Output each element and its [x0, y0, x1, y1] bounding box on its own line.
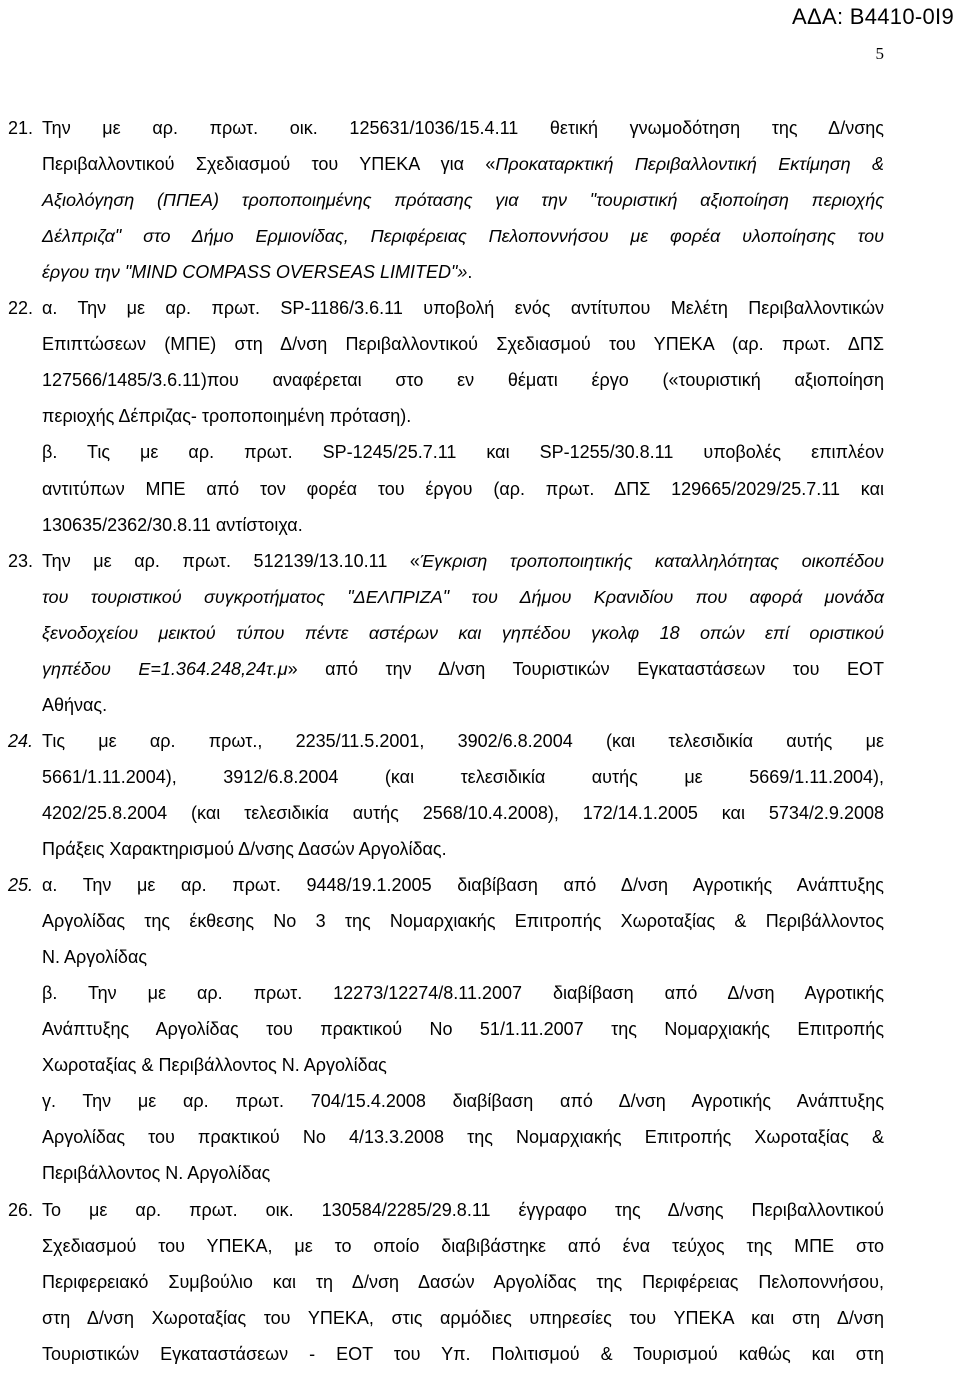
line-text: [42, 691, 107, 719]
line-text: [42, 1304, 884, 1332]
line-text: [42, 1051, 387, 1079]
text-segment: 130635/2362/30.8.11 αντίστοιχα.: [42, 514, 303, 535]
text-segment: Την με αρ. πρωτ. οικ. 125631/1036/15.4.11 θετική γνωμοδότηση της Δ/νσης: [42, 118, 884, 138]
text-line: [0, 763, 960, 791]
text-line: [0, 799, 960, 827]
text-line: [0, 366, 960, 394]
text-line: [0, 1268, 960, 1296]
line-text: [42, 150, 884, 178]
text-segment: Πράξεις Χαρακτηρισμού Δ/νσης Δασών Αργολίδας.: [42, 839, 447, 859]
text-line: [0, 1123, 960, 1151]
text-line: [0, 583, 960, 611]
line-text: [42, 943, 147, 971]
line-text: [42, 1159, 270, 1187]
line-text: [42, 330, 884, 358]
text-line: [0, 727, 960, 755]
text-segment: 127566/1485/3.6.11)που αναφέρεται στο εν θέματι έργο («τουριστική αξιοποίηση: [42, 370, 884, 391]
line-text: [42, 1087, 884, 1115]
line-text: [42, 114, 884, 142]
text-line: [0, 979, 960, 1007]
line-text: [42, 294, 884, 322]
text-segment: Αργολίδας του πρακτικού Νο 4/13.3.2008 της Νομαρχιακής Επιτροπής Χωροταξίας &: [42, 1127, 884, 1148]
italic-segment: Δέλπριζα" στο Δήμο Ερμιονίδας, Περιφέρειας Πελοποννήσου με φορέα υλοποίησης του: [42, 226, 884, 247]
item-number: 26.: [8, 1199, 34, 1220]
item-number: 25.: [8, 875, 34, 896]
text-segment: Ν. Αργολίδας: [42, 947, 148, 968]
text-segment: περιοχής Δέπριζας- τροποποιημένη πρόταση).: [42, 406, 412, 427]
italic-segment: γηπέδου Ε=1.364.248,24τ.μ: [42, 658, 288, 679]
text-segment: Τις με αρ. πρωτ., 2235/11.5.2001, 3902/6.8.2004 (και τελεσιδικία αυτής με: [42, 730, 884, 751]
text-segment: Αργολίδας της έκθεσης Νο 3 της Νομαρχιακής Επιτροπής Χωροταξίας & Περιβάλλοντος: [42, 911, 884, 932]
page-number: 5: [875, 44, 884, 63]
line-text: [42, 835, 447, 863]
text-segment: Επιπτώσεων (ΜΠΕ) στη Δ/νση Περιβαλλοντικού Σχεδιασμού του ΥΠΕΚΑ (αρ. πρωτ. ΔΠΣ: [42, 334, 884, 355]
line-text: [42, 402, 411, 430]
line-text: [42, 475, 884, 503]
text-line: [0, 186, 960, 214]
text-line: [0, 294, 960, 322]
line-text: [42, 583, 884, 611]
text-line: [0, 1232, 960, 1260]
italic-segment: έργου την "MIND COMPASS OVERSEAS LIMITED"»: [42, 262, 468, 283]
text-line: [0, 1159, 960, 1187]
text-line: [0, 1340, 960, 1368]
line-text: [42, 1232, 884, 1260]
text-segment: Περιβάλλοντος Ν. Αργολίδας: [42, 1163, 271, 1184]
text-segment: Αθήνας.: [42, 694, 108, 715]
text-segment: Ανάπτυξης Αργολίδας του πρακτικού Νο 51/1.11.2007 της Νομαρχιακής Επιτροπής: [42, 1019, 884, 1040]
text-segment: 5661/1.11.2004), 3912/6.8.2004 (και τελεσιδικία αυτής με 5669/1.11.2004),: [42, 766, 884, 787]
text-segment: α. Την με αρ. πρωτ. SP-1186/3.6.11 υποβολή ενός αντίτυπου Μελέτη Περιβαλλοντικών: [42, 298, 884, 319]
text-line: [0, 438, 960, 466]
text-line: [0, 222, 960, 250]
item-number: 21.: [8, 118, 34, 138]
text-segment: β. Την με αρ. πρωτ. 12273/12274/8.11.2007 διαβίβαση από Δ/νση Αγροτικής: [42, 983, 884, 1004]
ada-code: ΑΔΑ: Β4410-0Ι9: [792, 4, 954, 29]
text-line: [0, 511, 960, 539]
text-line: [0, 150, 960, 178]
text-line: [0, 1051, 960, 1079]
line-text: [42, 366, 884, 394]
text-segment: Χωροταξίας & Περιβάλλοντος Ν. Αργολίδας: [42, 1055, 387, 1076]
text-segment: στη Δ/νση Χωροταξίας του ΥΠΕΚΑ, στις αρμόδιες υπηρεσίες του ΥΠΕΚΑ και στη Δ/νση: [42, 1307, 884, 1328]
text-line: [0, 871, 960, 899]
line-text: [42, 763, 884, 791]
text-segment: α. Την με αρ. πρωτ. 9448/19.1.2005 διαβίβαση από Δ/νση Αγροτικής Ανάπτυξης: [42, 875, 884, 896]
line-text: [42, 871, 884, 899]
text-segment: αντιτύπων ΜΠΕ από τον φορέα του έργου (αρ. πρωτ. ΔΠΣ 129665/2029/25.7.11 και: [42, 478, 884, 499]
text-segment: » από την Δ/νση Τουριστικών Εγκαταστάσεων του ΕΟΤ: [287, 658, 884, 679]
line-text: [42, 619, 884, 647]
italic-segment: του τουριστικού συγκροτήματος "ΔΕΛΠΡΙΖΑ" του Δήμου Κρανιδίου που αφορά μονάδα: [42, 586, 884, 607]
item-number: 24.: [8, 730, 34, 751]
line-text: [42, 186, 884, 214]
text-line: [0, 330, 960, 358]
line-text: [42, 727, 884, 755]
text-segment: Το με αρ. πρωτ. οικ. 130584/2285/29.8.11 έγγραφο της Δ/νσης Περιβαλλοντικού: [42, 1199, 884, 1220]
line-text: [42, 511, 303, 539]
text-segment: γ. Την με αρ. πρωτ. 704/15.4.2008 διαβίβαση από Δ/νση Αγροτικής Ανάπτυξης: [42, 1091, 884, 1112]
line-text: [42, 907, 884, 935]
text-segment: Την με αρ. πρωτ. 512139/13.10.11 «: [42, 550, 420, 571]
line-text: [42, 1268, 884, 1296]
text-line: [0, 258, 960, 286]
text-line: [0, 907, 960, 935]
line-text: [42, 547, 884, 575]
text-segment: Τουριστικών Εγκαταστάσεων - ΕΟΤ του Υπ. Πολιτισμού & Τουρισμού καθώς και στη: [42, 1343, 884, 1364]
text-line: [0, 475, 960, 503]
text-segment: Σχεδιασμού του ΥΠΕΚΑ, με το οποίο διαβιβάστηκε από ένα τεύχος της ΜΠΕ στο: [42, 1235, 884, 1256]
text-line: [0, 114, 960, 142]
text-segment: β. Τις με αρ. πρωτ. SP-1245/25.7.11 και SP-1255/30.8.11 υποβολές επιπλέον: [42, 442, 884, 463]
text-line: [0, 1087, 960, 1115]
text-segment: Περιφερειακό Συμβούλιο και τη Δ/νση Δασών Αργολίδας της Περιφέρειας Πελοποννήσου,: [42, 1271, 884, 1292]
text-line: [0, 1196, 960, 1224]
text-line: [0, 691, 960, 719]
item-number: 22.: [8, 298, 34, 319]
text-line: [0, 1304, 960, 1332]
italic-segment: Έγκριση τροποποιητικής καταλληλότητας οικοπέδου: [419, 550, 884, 571]
text-line: [0, 619, 960, 647]
text-line: [0, 402, 960, 430]
line-text: [42, 1340, 884, 1368]
italic-segment: Προκαταρκτική Περιβαλλοντική Εκτίμηση &: [495, 154, 884, 175]
line-text: [42, 258, 472, 286]
item-number: 23.: [8, 550, 34, 571]
line-text: [42, 222, 884, 250]
italic-segment: ξενοδοχείου μεικτού τύπου πέντε αστέρων και γηπέδου γκολφ 18 οπών επί οριστικού: [42, 622, 884, 643]
text-segment: Περιβαλλοντικού Σχεδιασμού του ΥΠΕΚΑ για «: [42, 154, 496, 175]
line-text: [42, 1015, 884, 1043]
text-segment: 4202/25.8.2004 (και τελεσιδικία αυτής 2568/10.4.2008), 172/14.1.2005 και 5734/2.9.2008: [42, 802, 884, 823]
line-text: [42, 655, 884, 683]
line-text: [42, 799, 884, 827]
text-line: [0, 547, 960, 575]
italic-segment: Αξιολόγηση (ΠΠΕΑ) τροποποιημένης πρότασης για την "τουριστική αξιοποίηση περιοχής: [42, 190, 884, 211]
text-line: [0, 943, 960, 971]
line-text: [42, 1196, 884, 1224]
text-line: [0, 655, 960, 683]
line-text: [42, 438, 884, 466]
line-text: [42, 979, 884, 1007]
text-line: [0, 835, 960, 863]
line-text: [42, 1123, 884, 1151]
text-line: [0, 1015, 960, 1043]
text-segment: .: [467, 262, 473, 283]
